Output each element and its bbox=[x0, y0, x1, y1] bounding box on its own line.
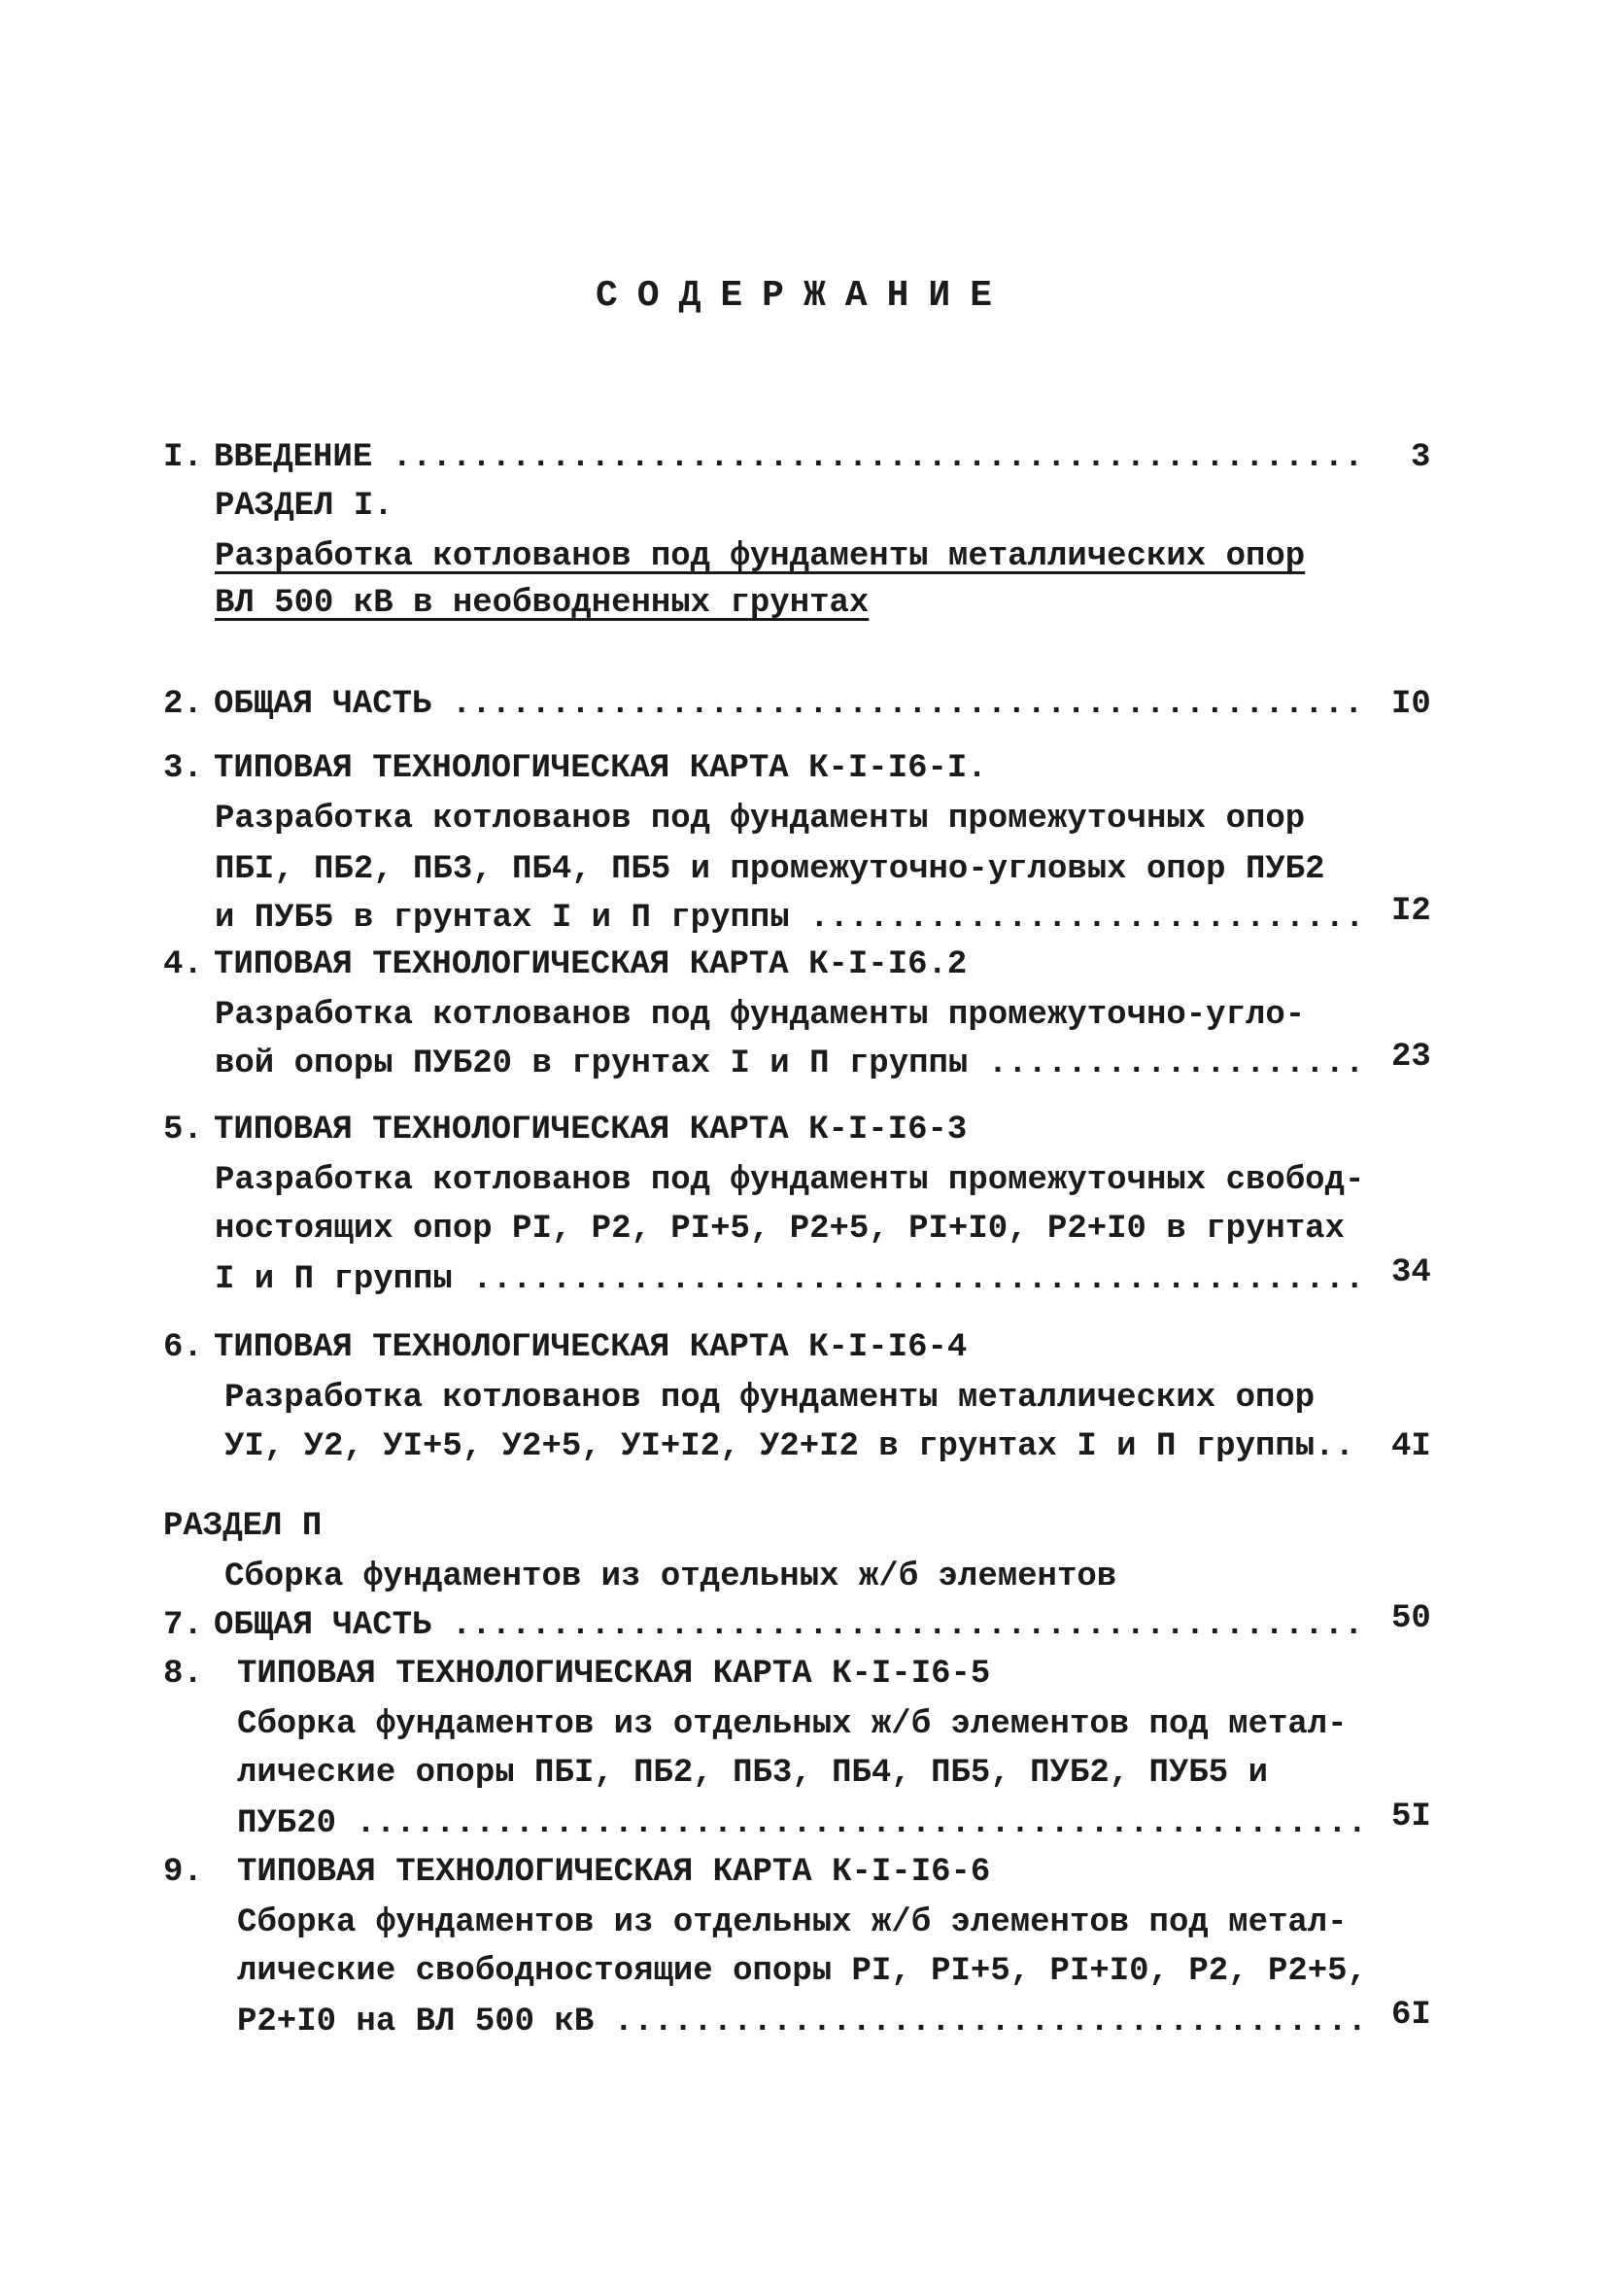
entry-text: ТИПОВАЯ ТЕХНОЛОГИЧЕСКАЯ КАРТА К-I-I6-3 bbox=[214, 1112, 968, 1148]
entry-text: ПУБ20 ..... bbox=[237, 1804, 1368, 1843]
entry-text: Разработка котлованов под фундаменты металлических опор bbox=[224, 1380, 1316, 1417]
entry-page-number: 34 bbox=[1391, 1254, 1431, 1291]
section-title-line: ВЛ 500 кВ в необводненных грунтах bbox=[215, 585, 870, 622]
entry-number: 9. bbox=[163, 1854, 203, 1891]
entry-text: Сборка фундаментов из отдельных ж/б элементов под метал- bbox=[237, 1904, 1348, 1941]
section-title-line: Сборка фундаментов из отдельных ж/б элементов bbox=[224, 1559, 1117, 1595]
entry-text: вой опоры ПУБ20 в грунтах I и П группы ..... bbox=[215, 1045, 1358, 1083]
entry-number: I. bbox=[163, 439, 203, 476]
section-title-line: Разработка котлованов под фундаменты металлических опор bbox=[215, 538, 1306, 575]
entry-text: ТИПОВАЯ ТЕХНОЛОГИЧЕСКАЯ КАРТА К-I-I6-6 bbox=[237, 1854, 991, 1891]
toc-entry-7 bbox=[163, 1606, 1368, 1645]
entry-number: 8. bbox=[163, 1656, 203, 1693]
entry-text: ТИПОВАЯ ТЕХНОЛОГИЧЕСКАЯ КАРТА К-I-I6-I. bbox=[214, 750, 987, 787]
toc-entry-1 bbox=[163, 438, 1358, 477]
entry-page-number: 5I bbox=[1391, 1799, 1431, 1835]
toc-entry-5 bbox=[163, 1111, 967, 1149]
entry-page-number: 6I bbox=[1391, 1997, 1431, 2034]
toc-entry-6 bbox=[163, 1328, 967, 1367]
entry-number: 2. bbox=[163, 686, 203, 723]
entry-page-number: 50 bbox=[1391, 1600, 1431, 1637]
entry-page-number: I0 bbox=[1391, 686, 1431, 723]
entry-text: ТИПОВАЯ ТЕХНОЛОГИЧЕСКАЯ КАРТА К-I-I6.2 bbox=[214, 946, 968, 983]
toc-entry-2 bbox=[163, 685, 1358, 724]
entry-text: ВВЕДЕНИЕ bbox=[214, 439, 373, 476]
entry-text: лические свободностоящие опоры PI, PI+5, PI+I0, P2, P2+5, bbox=[237, 1953, 1367, 1990]
entry-text: I и П группы ..... bbox=[215, 1260, 1358, 1299]
entry-text: УI, У2, УI+5, У2+5, УI+I2, У2+I2 в грунтах I и П группы.. bbox=[224, 1428, 1354, 1465]
entry-number: 5. bbox=[163, 1112, 203, 1148]
toc-entry-8 bbox=[163, 1655, 990, 1694]
entry-text: ТИПОВАЯ ТЕХНОЛОГИЧЕСКАЯ КАРТА К-I-I6-4 bbox=[214, 1329, 968, 1366]
entry-text: Разработка котлованов под фундаменты промежуточных опор bbox=[215, 801, 1306, 838]
entry-text: P2+I0 на ВЛ 500 кВ ..... bbox=[237, 2003, 1368, 2041]
entry-text: Разработка котлованов под фундаменты промежуточно-угло- bbox=[215, 997, 1306, 1034]
entry-text: ОБЩАЯ ЧАСТЬ bbox=[214, 1607, 432, 1644]
entry-text: лические опоры ПБI, ПБ2, ПБ3, ПБ4, ПБ5, ПУБ2, ПУБ5 и bbox=[237, 1755, 1268, 1792]
entry-text: ПБI, ПБ2, ПБ3, ПБ4, ПБ5 и промежуточно-угловых опор ПУБ2 bbox=[215, 851, 1325, 888]
entry-page-number: 3 bbox=[1411, 439, 1431, 476]
page-title: СОДЕРЖАНИЕ bbox=[595, 275, 1012, 317]
entry-text: и ПУБ5 в грунтах I и П группы ..... bbox=[215, 899, 1358, 938]
section-heading: РАЗДЕЛ I. bbox=[215, 488, 393, 525]
toc-entry-9 bbox=[163, 1853, 990, 1892]
entry-text: ТИПОВАЯ ТЕХНОЛОГИЧЕСКАЯ КАРТА К-I-I6-5 bbox=[237, 1656, 991, 1693]
entry-text: ОБЩАЯ ЧАСТЬ bbox=[214, 686, 432, 723]
section-heading: РАЗДЕЛ П bbox=[163, 1508, 323, 1545]
entry-page-number: 23 bbox=[1391, 1039, 1431, 1076]
entry-number: 4. bbox=[163, 946, 203, 983]
entry-page-number: I2 bbox=[1391, 893, 1431, 930]
entry-text: Разработка котлованов под фундаменты промежуточных свобод- bbox=[215, 1162, 1365, 1199]
entry-text: Сборка фундаментов из отдельных ж/б элементов под метал- bbox=[237, 1706, 1348, 1743]
entry-number: 3. bbox=[163, 750, 203, 787]
entry-number: 6. bbox=[163, 1329, 203, 1366]
toc-entry-3 bbox=[163, 749, 987, 788]
entry-number: 7. bbox=[163, 1607, 203, 1644]
toc-entry-4 bbox=[163, 945, 967, 984]
entry-page-number: 4I bbox=[1391, 1428, 1431, 1465]
entry-text: ностоящих опор PI, P2, PI+5, P2+5, PI+I0, P2+I0 в грунтах bbox=[215, 1211, 1345, 1248]
